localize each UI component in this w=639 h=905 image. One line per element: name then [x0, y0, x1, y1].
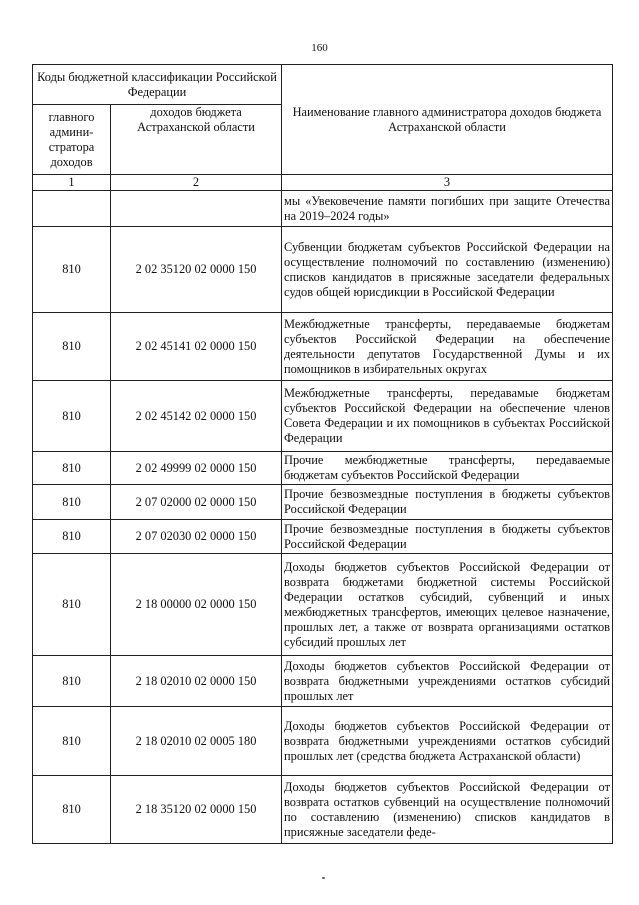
table-row [33, 452, 613, 485]
income-code: 2 07 02030 02 0000 150 [111, 520, 282, 554]
scan-speck [322, 877, 325, 879]
income-code: 2 18 35120 02 0000 150 [111, 776, 282, 844]
income-code: 2 02 49999 02 0000 150 [111, 452, 282, 485]
income-code: 2 18 00000 02 0000 150 [111, 554, 282, 656]
admin-code: 810 [33, 485, 111, 520]
income-code [111, 191, 282, 227]
table-row [33, 227, 613, 313]
table-row [33, 485, 613, 520]
income-code: 2 02 35120 02 0000 150 [111, 227, 282, 313]
table-row [33, 520, 613, 554]
column-number-3: 3 [282, 175, 613, 191]
admin-code: 810 [33, 313, 111, 381]
income-code: 2 18 02010 02 0005 180 [111, 707, 282, 776]
income-name: Прочие безвозмездные поступления в бюджеты субъектов Российской Федерации [282, 485, 613, 520]
table-row [33, 656, 613, 707]
income-name: Межбюджетные трансферты, передавамые бюджетам субъектов Российской Федерации на обеспечение членов Совета Федерации и их помощников в субъектах Российской Федерации [282, 381, 613, 452]
table-header-row [33, 65, 613, 105]
admin-code: 810 [33, 776, 111, 844]
column-number-1: 1 [33, 175, 111, 191]
page-number: 160 [311, 42, 328, 54]
admin-code: 810 [33, 707, 111, 776]
header-column-name: Наименование главного администратора доходов бюджета Астраханской области [282, 65, 613, 175]
income-name: Доходы бюджетов субъектов Российской Федерации от возврата бюджетными учреждениями остатков субсидий прошлых лет (средства бюджета Астраханской области) [282, 707, 613, 776]
admin-code: 810 [33, 227, 111, 313]
income-name: Прочие межбюджетные трансферты, передаваемые бюджетам субъектов Российской Федерации [282, 452, 613, 485]
income-name: Прочие безвозмездные поступления в бюджеты субъектов Российской Федерации [282, 520, 613, 554]
admin-code: 810 [33, 554, 111, 656]
income-name: Доходы бюджетов субъектов Российской Федерации от возврата бюджетами бюджетной системы Российской Федерации остатков субсидий, субвенций и иных межбюджетных трансфертов, имеющих целевое назначение, прошлых лет, а также от возврата организациями остатков субсидий прошлых лет [282, 554, 613, 656]
income-code: 2 02 45142 02 0000 150 [111, 381, 282, 452]
column-number-row [33, 175, 613, 191]
table-row [33, 707, 613, 776]
income-name: мы «Увековечение памяти погибших при защите Отечества на 2019–2024 годы» [282, 191, 613, 227]
table-row [33, 313, 613, 381]
income-name: Субвенции бюджетам субъектов Российской Федерации на осуществление полномочий по составлению (изменению) списков кандидатов в присяжные заседатели федеральных судов общей юрисдикции в Российской Федерации [282, 227, 613, 313]
table-row [33, 381, 613, 452]
table-row [33, 776, 613, 844]
income-code: 2 02 45141 02 0000 150 [111, 313, 282, 381]
header-group-title: Коды бюджетной классификации Российской Федерации [33, 65, 282, 105]
income-name: Межбюджетные трансферты, передаваемые бюджетам субъектов Российской Федерации на обеспечение деятельности депутатов Государственной Думы и их помощников в избирательных округах [282, 313, 613, 381]
admin-code [33, 191, 111, 227]
admin-code: 810 [33, 452, 111, 485]
income-code: 2 07 02000 02 0000 150 [111, 485, 282, 520]
income-name: Доходы бюджетов субъектов Российской Федерации от возврата бюджетными учреждениями остатков субсидий прошлых лет [282, 656, 613, 707]
income-name: Доходы бюджетов субъектов Российской Федерации от возврата остатков субвенций на осуществление полномочий по составлению (изменению) списков кандидатов в присяжные заседатели феде- [282, 776, 613, 844]
table-row [33, 191, 613, 227]
admin-code: 810 [33, 656, 111, 707]
admin-code: 810 [33, 520, 111, 554]
header-column-admin: главного админи-стратора доходов [33, 105, 111, 175]
income-code: 2 18 02010 02 0000 150 [111, 656, 282, 707]
header-column-income: доходов бюджета Астраханской области [111, 105, 282, 175]
column-number-2: 2 [111, 175, 282, 191]
admin-code: 810 [33, 381, 111, 452]
budget-classification-table [32, 64, 613, 844]
table-row [33, 554, 613, 656]
